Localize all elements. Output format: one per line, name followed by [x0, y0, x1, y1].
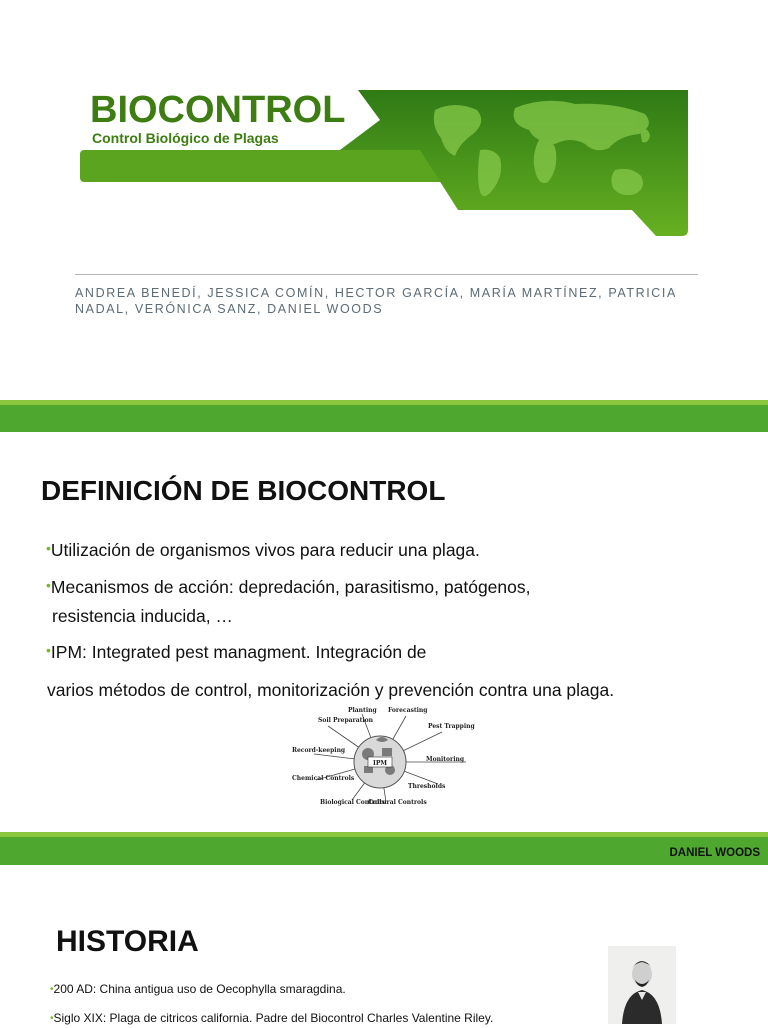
slide-header-band — [0, 405, 768, 432]
diagram-label-monitoring: Monitoring — [426, 756, 465, 763]
bullet-text: Siglo XIX: Plaga de citricos california. Padre del Biocontrol Charles Valentine Riley. — [53, 1011, 494, 1025]
diagram-label-biological: Biological Controls — [320, 799, 385, 806]
diagram-label-planting: Planting — [348, 707, 377, 714]
diagram-label-thresholds: Thresholds — [408, 783, 446, 790]
slide-footer-band — [0, 837, 768, 865]
slide-title-definicion: DEFINICIÓN DE BIOCONTROL — [41, 475, 446, 506]
diagram-label-forecasting: Forecasting — [388, 707, 428, 714]
bullet-item — [46, 536, 480, 565]
ipm-diagram — [290, 704, 475, 814]
diagram-label-center: IPM — [373, 760, 387, 767]
bullet-dot: • — [46, 642, 51, 658]
diagram-label-record: Record-keeping — [292, 747, 346, 754]
diagram-label-soil: Soil Preparation — [318, 717, 374, 724]
bullet-item — [50, 981, 346, 999]
bullet-dot: • — [50, 984, 54, 995]
brand-title: BIOCONTROL — [90, 89, 346, 131]
bullet-text: Utilización de organismos vivos para reducir una plaga. — [50, 540, 480, 560]
diagram-label-cultural: Cultural Controls — [368, 799, 427, 806]
bullet-text: 200 AD: China antigua uso de Oecophylla smaragdina. — [53, 982, 346, 996]
world-map-banner — [340, 90, 688, 236]
bullet-dot: • — [46, 540, 51, 556]
divider-line — [75, 274, 698, 275]
bullet-text: IPM: Integrated pest managment. Integración de — [50, 642, 427, 662]
brand-subtitle: Control Biológico de Plagas — [92, 130, 279, 146]
bullet-text: Mecanismos de acción: depredación, parasitismo, patógenos, — [50, 577, 531, 597]
bullet-dot: • — [46, 577, 51, 593]
bullet-continuation: resistencia inducida, … — [52, 606, 233, 626]
paragraph-text: varios métodos de control, monitorización y prevención contra una plaga. — [47, 680, 615, 700]
diagram-label-chemical: Chemical Controls — [292, 775, 355, 782]
authors-list: ANDREA BENEDÍ, JESSICA COMÍN, HECTOR GARCÍA, MARÍA MARTÍNEZ, PATRICIA NADAL, VERÓNICA SANZ, DANIEL WOODS — [75, 286, 677, 316]
bullet-item — [46, 638, 426, 667]
diagram-label-pest: Pest Trapping — [428, 723, 475, 730]
title-slide — [0, 0, 768, 400]
bullet-item — [46, 573, 666, 630]
footer-author-name: DANIEL WOODS — [669, 847, 760, 859]
bullet-item — [50, 1010, 493, 1028]
bullet-dot: • — [50, 1013, 54, 1024]
portrait-image — [608, 946, 676, 1024]
slide-title-historia: HISTORIA — [56, 925, 199, 958]
